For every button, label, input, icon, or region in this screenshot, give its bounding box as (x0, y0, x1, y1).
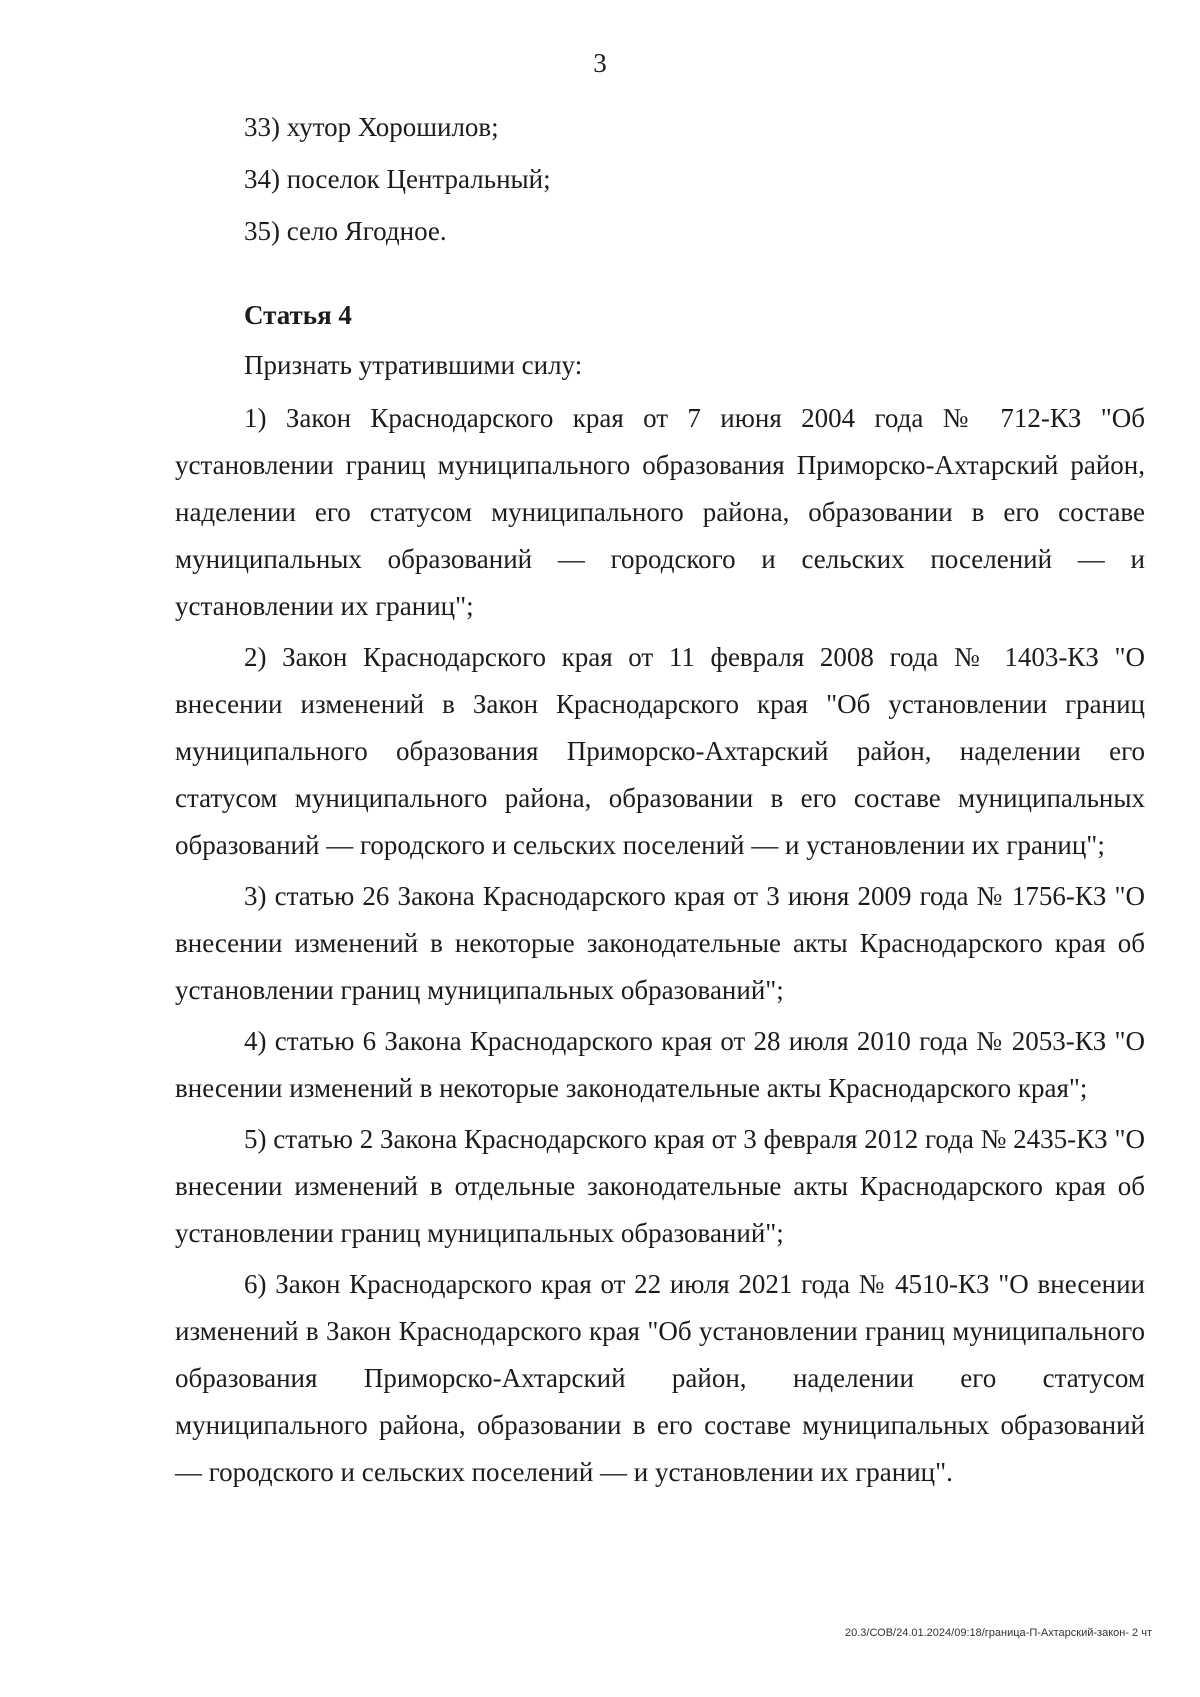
repealed-law-item: 4) статью 6 Закона Краснодарского края от 28 июля 2010 года № 2053-КЗ "О внесении изменений в некоторые законодательные акты Краснодарского края"; (175, 1026, 1145, 1103)
settlement-list (244, 101, 944, 257)
page-number: 3 (593, 48, 607, 78)
settlement-item: 33) хутор Хорошилов; (244, 112, 499, 142)
repealed-law-item: 5) статью 2 Закона Краснодарского края от 3 февраля 2012 года № 2435-КЗ "О внесении изменений в отдельные законодательные акты Краснодарского края об установлении границ муниципальных образований"; (175, 1124, 1145, 1248)
settlement-item: 34) поселок Центральный; (244, 164, 551, 194)
article-intro: Признать утратившими силу: (244, 350, 583, 380)
repealed-law-item: 1) Закон Краснодарского края от 7 июня 2004 года № 712-КЗ "Об установлении границ муниципального образования Приморско-Ахтарский район, наделении его статусом муниципального района, образовании в его составе муниципальных образований — городского и сельских поселений — и установлении их границ"; (175, 403, 1145, 621)
repealed-law-item: 3) статью 26 Закона Краснодарского края от 3 июня 2009 года № 1756-КЗ "О внесении изменений в некоторые законодательные акты Краснодарского края об установлении границ муниципальных образований"; (175, 881, 1145, 1005)
document-footer-code: 20.3/СОВ/24.01.2024/09:18/граница-П-Ахтарский-закон- 2 чт (844, 1627, 1152, 1639)
settlement-item: 35) село Ягодное. (244, 216, 447, 246)
repealed-laws-list (175, 395, 1145, 1500)
repealed-law-item: 2) Закон Краснодарского края от 11 февраля 2008 года № 1403-КЗ "О внесении изменений в Закон Краснодарского края "Об установлении границ муниципального образования Приморско-Ахтарский район, наделении его статусом муниципального района, образовании в его составе муниципальных образований — городского и сельских поселений — и установлении их границ"; (175, 642, 1145, 860)
repealed-law-item: 6) Закон Краснодарского края от 22 июля 2021 года № 4510-КЗ "О внесении изменений в Закон Краснодарского края "Об установлении границ муниципального образования Приморско-Ахтарский район, наделении его статусом муниципального района, образовании в его составе муниципальных образований — городского и сельских поселений — и установлении их границ". (175, 1269, 1145, 1487)
article-heading: Статья 4 (244, 300, 352, 330)
